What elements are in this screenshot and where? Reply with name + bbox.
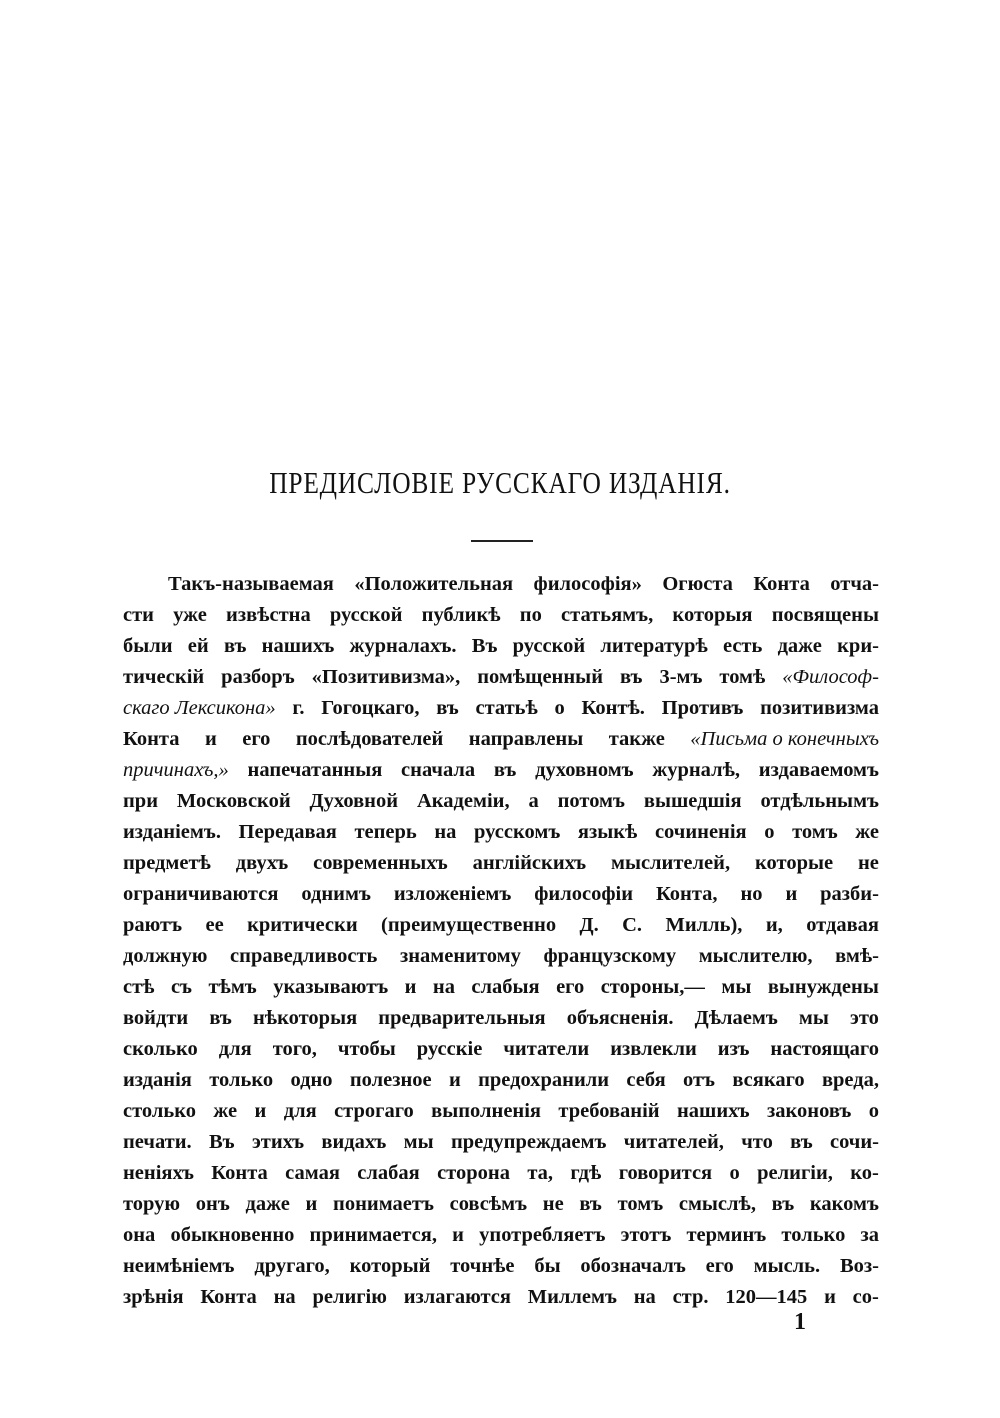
text-word: за bbox=[860, 1224, 879, 1246]
title-rule bbox=[471, 540, 533, 542]
text-word: говорится bbox=[618, 1162, 713, 1184]
text-word: для bbox=[218, 1038, 252, 1060]
text-word: сочиненія bbox=[654, 821, 747, 843]
text-word: въ bbox=[209, 1007, 232, 1029]
text-line bbox=[123, 693, 879, 724]
text-word: извлекли bbox=[610, 1038, 697, 1060]
text-word: ко- bbox=[850, 1162, 879, 1184]
text-word: принимается, bbox=[309, 1224, 438, 1246]
text-word: въ bbox=[619, 666, 643, 688]
text-line bbox=[123, 941, 879, 972]
text-word: справедливость bbox=[230, 945, 378, 967]
text-word: и, bbox=[765, 914, 783, 936]
text-word: стороны,— bbox=[600, 976, 705, 998]
text-word: не bbox=[858, 852, 879, 874]
text-word: тическій bbox=[123, 666, 205, 688]
text-word: Миллемъ bbox=[527, 1286, 617, 1308]
text-word: о bbox=[554, 697, 565, 719]
text-word: есть bbox=[722, 635, 763, 657]
text-line bbox=[123, 1065, 879, 1096]
text-word: по bbox=[519, 604, 542, 626]
text-word: Передавая bbox=[238, 821, 337, 843]
text-word: неніяхъ bbox=[123, 1162, 194, 1184]
text-line bbox=[123, 1251, 879, 1282]
text-line bbox=[123, 1282, 879, 1313]
text-word: помѣщенный bbox=[477, 666, 604, 688]
text-word: мысль. bbox=[753, 1255, 821, 1277]
text-word: Дѣлаемъ bbox=[694, 1007, 778, 1029]
text-word: въ bbox=[223, 635, 247, 657]
text-word: о bbox=[764, 821, 775, 843]
text-word: философіи bbox=[534, 883, 634, 905]
text-word: какомъ bbox=[809, 1193, 879, 1215]
text-word: изданіемъ. bbox=[123, 821, 221, 843]
text-word: со- bbox=[852, 1286, 879, 1308]
text-word: и bbox=[254, 1100, 267, 1122]
text-word: сторона bbox=[437, 1162, 510, 1184]
text-word: это bbox=[850, 1007, 879, 1029]
text-word: обыкновенно bbox=[170, 1224, 295, 1246]
text-word: должную bbox=[123, 945, 208, 967]
text-word: она bbox=[123, 1224, 156, 1246]
text-word: русскомъ bbox=[474, 821, 561, 843]
text-word: также bbox=[608, 728, 665, 750]
text-word: Противъ bbox=[661, 697, 744, 719]
text-word: которыя bbox=[672, 604, 753, 626]
text-word: излагаются bbox=[403, 1286, 511, 1308]
text-word: Конта bbox=[211, 1162, 268, 1184]
text-word: на bbox=[273, 1286, 296, 1308]
text-word: его bbox=[556, 976, 585, 998]
text-word: Д. bbox=[579, 914, 599, 936]
text-word: позитивизма bbox=[760, 697, 879, 719]
text-word: теперь bbox=[354, 821, 417, 843]
text-line bbox=[123, 1034, 879, 1065]
text-word: (преимущественно bbox=[381, 914, 557, 936]
text-word: въ bbox=[493, 759, 517, 781]
text-word: этотъ bbox=[620, 1224, 672, 1246]
text-word: ее bbox=[205, 914, 224, 936]
text-word: сти bbox=[123, 604, 154, 626]
text-word: Гогоцкаго, bbox=[321, 697, 420, 719]
text-word: были bbox=[123, 635, 173, 657]
text-word: слабыя bbox=[471, 976, 540, 998]
text-word: издаваемомъ bbox=[758, 759, 879, 781]
text-word: однимъ bbox=[301, 883, 371, 905]
text-word: русскіе bbox=[416, 1038, 483, 1060]
text-word: только bbox=[781, 1224, 846, 1246]
text-word: предварительныя bbox=[378, 1007, 546, 1029]
text-word: кри- bbox=[837, 635, 879, 657]
text-word: «Письма о конечныхъ bbox=[690, 728, 879, 750]
text-word: видахъ bbox=[321, 1131, 387, 1153]
text-word: предметѣ bbox=[123, 852, 211, 874]
text-word: Контѣ. bbox=[581, 697, 645, 719]
text-word: Конта bbox=[200, 1286, 257, 1308]
text-word: мы bbox=[798, 1007, 829, 1029]
text-word: философія» bbox=[533, 573, 642, 595]
text-word: разби- bbox=[820, 883, 879, 905]
text-word: журналахъ. bbox=[349, 635, 457, 657]
text-word: потомъ bbox=[557, 790, 625, 812]
text-line bbox=[123, 879, 879, 910]
text-word: и bbox=[404, 976, 417, 998]
text-word: русской bbox=[329, 604, 403, 626]
text-word: слабая bbox=[357, 1162, 420, 1184]
text-word: онъ bbox=[195, 1193, 230, 1215]
text-word: терминъ bbox=[686, 1224, 767, 1246]
text-word: нашихъ bbox=[677, 1100, 750, 1122]
text-line bbox=[123, 1127, 879, 1158]
text-line bbox=[123, 817, 879, 848]
text-word: отъ bbox=[683, 1069, 716, 1091]
text-word: скаго Лексикона» bbox=[123, 697, 276, 719]
text-word: статьямъ, bbox=[561, 604, 654, 626]
text-word: понимаетъ bbox=[333, 1193, 434, 1215]
text-line bbox=[123, 662, 879, 693]
text-word: который bbox=[349, 1255, 431, 1277]
text-line bbox=[123, 972, 879, 1003]
text-word: сначала bbox=[401, 759, 476, 781]
text-word: всякаго bbox=[732, 1069, 805, 1091]
text-word: томѣ bbox=[719, 666, 766, 688]
text-word: выполненія bbox=[431, 1100, 542, 1122]
text-line bbox=[123, 631, 879, 662]
text-word: томъ bbox=[792, 821, 838, 843]
text-word: Въ bbox=[471, 635, 498, 657]
text-word: смыслѣ, bbox=[678, 1193, 756, 1215]
text-word: «Философ- bbox=[782, 666, 879, 688]
text-word: читатели bbox=[503, 1038, 590, 1060]
text-word: отча- bbox=[830, 573, 879, 595]
text-line bbox=[123, 724, 879, 755]
text-word: печати. bbox=[123, 1131, 192, 1153]
text-word: бы bbox=[534, 1255, 561, 1277]
text-word: при bbox=[123, 790, 159, 812]
text-word: совсѣмъ bbox=[449, 1193, 528, 1215]
text-word: журналѣ, bbox=[652, 759, 741, 781]
text-word: на bbox=[633, 1286, 656, 1308]
text-word: обозначалъ bbox=[580, 1255, 686, 1277]
text-word: его bbox=[242, 728, 271, 750]
text-line bbox=[123, 848, 879, 879]
text-word: употребляетъ bbox=[479, 1224, 606, 1246]
text-word: мы bbox=[721, 976, 752, 998]
text-word: та, bbox=[527, 1162, 554, 1184]
text-word: отдѣльнымъ bbox=[760, 790, 879, 812]
text-word: законовъ bbox=[767, 1100, 852, 1122]
text-word: на bbox=[434, 821, 457, 843]
text-word: Воз- bbox=[839, 1255, 879, 1277]
text-line bbox=[123, 1220, 879, 1251]
text-word: въ bbox=[436, 697, 459, 719]
text-word: Конта bbox=[123, 728, 180, 750]
text-word: Духовной bbox=[309, 790, 399, 812]
text-line bbox=[123, 1158, 879, 1189]
text-word: 3-мъ bbox=[659, 666, 703, 688]
text-word: на bbox=[432, 976, 455, 998]
text-word: себя bbox=[626, 1069, 666, 1091]
text-word: того, bbox=[272, 1038, 317, 1060]
text-word: вреда, bbox=[821, 1069, 879, 1091]
text-word: зрѣнія bbox=[123, 1286, 184, 1308]
text-word: Такъ-называемая bbox=[168, 573, 334, 595]
text-word: причинахъ,» bbox=[123, 759, 229, 781]
text-word: о bbox=[868, 1100, 879, 1122]
text-word: предупреждаемъ bbox=[450, 1131, 607, 1153]
text-word: французскому bbox=[543, 945, 677, 967]
text-word: ограничиваются bbox=[123, 883, 279, 905]
text-word: мыслителю, bbox=[698, 945, 813, 967]
text-word: раютъ bbox=[123, 914, 183, 936]
text-word: не bbox=[542, 1193, 564, 1215]
text-word: и bbox=[824, 1286, 836, 1308]
text-word: мыслителей, bbox=[610, 852, 731, 874]
text-word: самая bbox=[285, 1162, 340, 1184]
text-word: въ bbox=[790, 1131, 813, 1153]
text-word: направлены bbox=[468, 728, 584, 750]
text-word: и bbox=[448, 1069, 461, 1091]
text-line bbox=[123, 910, 879, 941]
text-word: критически bbox=[247, 914, 358, 936]
text-word: послѣдователей bbox=[295, 728, 444, 750]
text-word: и bbox=[452, 1224, 464, 1246]
text-word: въ bbox=[579, 1193, 602, 1215]
text-word: стр. bbox=[672, 1286, 709, 1308]
text-word: и bbox=[785, 883, 798, 905]
text-word: для bbox=[283, 1100, 317, 1122]
text-word: нѣкоторыя bbox=[252, 1007, 358, 1029]
text-word: Московской bbox=[176, 790, 291, 812]
text-word: въ bbox=[771, 1193, 795, 1215]
text-word: сколько bbox=[123, 1038, 198, 1060]
text-word: чтобы bbox=[337, 1038, 396, 1060]
text-word: уже bbox=[173, 604, 207, 626]
text-word: языкѣ bbox=[577, 821, 638, 843]
text-word: отдавая bbox=[806, 914, 879, 936]
text-word: войдти bbox=[123, 1007, 189, 1029]
text-line bbox=[123, 1189, 879, 1220]
text-word: вышедшія bbox=[643, 790, 742, 812]
text-line bbox=[123, 569, 879, 600]
text-word: Милль), bbox=[665, 914, 743, 936]
text-word: полезное bbox=[349, 1069, 432, 1091]
text-word: духовномъ bbox=[535, 759, 634, 781]
text-word: публикѣ bbox=[421, 604, 501, 626]
text-word: религіи, bbox=[757, 1162, 833, 1184]
text-word: о bbox=[729, 1162, 740, 1184]
text-word: г. bbox=[292, 697, 305, 719]
text-word: мы bbox=[403, 1131, 434, 1153]
text-word: религію bbox=[312, 1286, 387, 1308]
text-word: «Позитивизма», bbox=[311, 666, 461, 688]
text-word: даже bbox=[777, 635, 822, 657]
text-line bbox=[123, 1096, 879, 1127]
text-word: изданія bbox=[123, 1069, 192, 1091]
text-word: а bbox=[528, 790, 539, 812]
text-word: и bbox=[204, 728, 217, 750]
text-word: статьѣ bbox=[475, 697, 538, 719]
text-word: ей bbox=[187, 635, 209, 657]
page-title: ПРЕДИСЛОВІЕ РУССКАГО ИЗДАНІЯ. bbox=[269, 465, 731, 500]
text-word: предохранили bbox=[478, 1069, 610, 1091]
text-word: русской bbox=[512, 635, 586, 657]
text-word: его bbox=[705, 1255, 734, 1277]
text-word: что bbox=[741, 1131, 773, 1153]
text-word: двухъ bbox=[235, 852, 289, 874]
text-word: сочи- bbox=[829, 1131, 879, 1153]
text-word: настоящаго bbox=[770, 1038, 879, 1060]
text-word: этихъ bbox=[251, 1131, 305, 1153]
text-word: гдѣ bbox=[570, 1162, 602, 1184]
text-word: Въ bbox=[209, 1131, 235, 1153]
text-word: 120—145 bbox=[725, 1286, 808, 1308]
text-word: только bbox=[209, 1069, 274, 1091]
text-word: одно bbox=[290, 1069, 333, 1091]
text-line bbox=[123, 755, 879, 786]
text-word: съ bbox=[170, 976, 192, 998]
text-word: торую bbox=[123, 1193, 181, 1215]
text-word: же bbox=[855, 821, 879, 843]
text-word: посвящены bbox=[771, 604, 879, 626]
text-word: даже bbox=[245, 1193, 290, 1215]
text-word: напечатанныя bbox=[247, 759, 383, 781]
text-word: Огюста bbox=[662, 573, 733, 595]
text-word: изложеніемъ bbox=[393, 883, 512, 905]
text-line bbox=[123, 1003, 879, 1034]
text-word: Академіи, bbox=[416, 790, 510, 812]
text-word: читателей, bbox=[623, 1131, 724, 1153]
text-word: строгаго bbox=[334, 1100, 414, 1122]
text-word: современныхъ bbox=[313, 852, 448, 874]
text-word: литературѣ bbox=[600, 635, 708, 657]
text-word: томъ bbox=[617, 1193, 664, 1215]
text-word: но bbox=[740, 883, 763, 905]
text-word: указываютъ bbox=[273, 976, 389, 998]
text-word: объясненія. bbox=[566, 1007, 674, 1029]
text-word: тѣмъ bbox=[208, 976, 257, 998]
text-word: разборъ bbox=[221, 666, 295, 688]
text-word: неимѣніемъ bbox=[123, 1255, 235, 1277]
preface-body bbox=[123, 569, 879, 1313]
text-word: англійскихъ bbox=[472, 852, 587, 874]
text-word: которые bbox=[755, 852, 834, 874]
text-word: нашихъ bbox=[261, 635, 335, 657]
text-line bbox=[123, 786, 879, 817]
text-word: столько bbox=[123, 1100, 197, 1122]
text-word: точнѣе bbox=[450, 1255, 515, 1277]
text-word: изъ bbox=[717, 1038, 750, 1060]
text-word: знаменитому bbox=[399, 945, 521, 967]
text-word: Конта, bbox=[655, 883, 718, 905]
text-word: и bbox=[305, 1193, 318, 1215]
text-line bbox=[123, 600, 879, 631]
text-word: требованій bbox=[558, 1100, 660, 1122]
page-number: 1 bbox=[794, 1309, 806, 1335]
text-word: Конта bbox=[753, 573, 810, 595]
text-word: «Положительная bbox=[354, 573, 514, 595]
text-word: стѣ bbox=[123, 976, 155, 998]
text-word: С. bbox=[622, 914, 643, 936]
text-word: другаго, bbox=[254, 1255, 330, 1277]
text-word: вмѣ- bbox=[835, 945, 879, 967]
text-word: извѣстна bbox=[226, 604, 311, 626]
text-word: же bbox=[213, 1100, 238, 1122]
text-word: вынуждены bbox=[767, 976, 879, 998]
